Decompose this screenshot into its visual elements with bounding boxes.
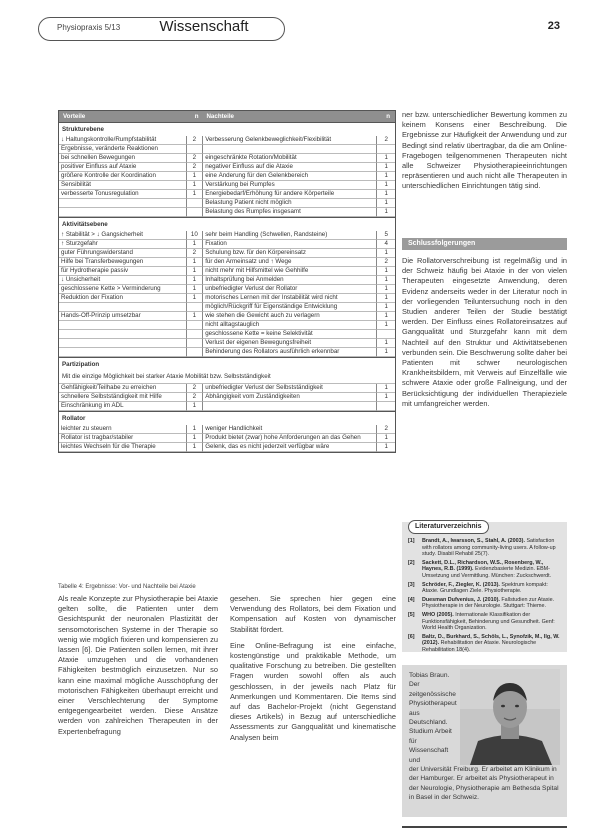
page-header bbox=[38, 16, 560, 42]
literature-citation: Spektrum kompakt: Ataxie. Grundlagen Ziele. Physiotherapie. bbox=[422, 581, 548, 595]
disadvantage-cell: Belastung des Rumpfes insgesamt bbox=[203, 208, 377, 217]
table-row bbox=[59, 145, 395, 154]
literature-box bbox=[402, 522, 567, 652]
disadvantage-count: 1 bbox=[377, 267, 395, 276]
literature-item bbox=[408, 582, 564, 595]
disadvantage-count: 1 bbox=[377, 312, 395, 321]
literature-number: [5] bbox=[408, 611, 415, 618]
table-row bbox=[59, 443, 395, 452]
literature-citation: Evidenzbasierte Medizin. EBM-Umsetzung und Vermittlung. München: Zuckschwerdt. bbox=[422, 566, 552, 579]
table-row bbox=[59, 348, 395, 357]
advantage-count: 1 bbox=[187, 190, 204, 199]
advantage-cell: Einschränkung im ADL bbox=[59, 402, 187, 411]
table-section bbox=[58, 358, 396, 412]
disadvantage-count: 5 bbox=[377, 231, 395, 240]
disadvantage-cell: für den Armeinsatz und ↑ Wege bbox=[203, 258, 377, 267]
advantage-count: 1 bbox=[187, 425, 204, 434]
disadvantage-count bbox=[377, 330, 395, 339]
advantage-count bbox=[187, 321, 204, 330]
body-column-b bbox=[230, 594, 396, 749]
table-row bbox=[59, 231, 395, 240]
disadvantage-count: 1 bbox=[377, 348, 395, 357]
disadvantage-count: 4 bbox=[377, 240, 395, 249]
advantage-count bbox=[187, 145, 204, 154]
portrait-image bbox=[460, 669, 560, 765]
paragraph: Als reale Konzepte zur Physiotherapie bei Ataxie gelten sollte, die Patienten unter dem Gesichtspunkt der neuronalen Plastizität der sensomotorischen Systeme in der Therapie so wenig wie möglich fixieren und kompensieren zu lassen [6]. Die Patienten sollen lernen, mit ihrer Ataxie umzugehen und die vorhandenen Fähigkeiten bestmöglich einzusetzen. Nur so kann eine maximal mögliche Ausschöpfung der motorischen Fähigkeiten überhaupt erreicht und einer Verschlechterung der Symptome entgegengearbeitet werden. Diese Ansätze werden von zahlreichen Therapeuten in der Expertenbefragung bbox=[58, 594, 218, 736]
body-column-a bbox=[58, 594, 218, 743]
disadvantage-cell: Verlust der eigenen Bewegungsfreiheit bbox=[203, 339, 377, 348]
advantage-cell: ↓ Unsicherheit bbox=[59, 276, 187, 285]
col-header-advantages: Vorteile bbox=[63, 113, 86, 120]
disadvantage-count bbox=[377, 145, 395, 154]
advantage-cell: schnellere Selbstständigkeit mit Hilfe bbox=[59, 393, 187, 402]
table-row bbox=[59, 199, 395, 208]
disadvantage-count: 1 bbox=[377, 393, 395, 402]
disadvantage-cell: unbefriedigter Verlust der Selbstständigkeit bbox=[203, 384, 377, 393]
table-row bbox=[59, 190, 395, 199]
table-row bbox=[59, 321, 395, 330]
disadvantage-count: 1 bbox=[377, 276, 395, 285]
advantage-cell: Gehfähigkeit/Teilhabe zu erreichen bbox=[59, 384, 187, 393]
table-row bbox=[59, 294, 395, 303]
advantage-count: 2 bbox=[187, 163, 204, 172]
disadvantage-cell: Abhängigkeit vom Zuständigkeiten bbox=[203, 393, 377, 402]
table-row bbox=[59, 393, 395, 402]
table-row bbox=[59, 249, 395, 258]
advantage-cell: ↑ Sturzgefahr bbox=[59, 240, 187, 249]
disadvantage-cell: motorisches Lernen mit der Instabilität wird nicht bbox=[203, 294, 377, 303]
body-column-c bbox=[402, 110, 567, 198]
disadvantage-cell: Fixation bbox=[203, 240, 377, 249]
advantage-cell bbox=[59, 348, 187, 357]
conclusions-text: Die Rollatorverschreibung ist regelmäßig und in der Schweiz häufig bei Ataxie in der von vielen Therapeuten eingesetzte Anwendung, deren Evidenz anderseits weder in der Literatur noch in der vorliegenden Teiluntersuchung noch in den Studien anderer Teilen der Studie bestätigt werden. Der Einfluss eines Rollatoreinsatzes auf Gangqualität und Sturzgefahr kann mit dem Nachteil auf den Struktur und Aktivitätsebenen verbunden sein. Die Beschwerung sollte daher bei Patienten mit schwer neurologischen Krankheitsbildern, mit Verweis auf Einzelfälle wie schwere Ataxie oder große Fallneigung, und der Berücksichtigung der individuellen Therapieziele mit umfangreicher werden. bbox=[402, 256, 567, 408]
table-row bbox=[59, 425, 395, 434]
header-pill bbox=[38, 17, 285, 41]
disadvantage-cell bbox=[203, 402, 377, 411]
disadvantage-cell: Inhaltsprüfung bei Anmelden bbox=[203, 276, 377, 285]
table-row bbox=[59, 163, 395, 172]
advantage-count: 1 bbox=[187, 402, 204, 411]
disadvantage-cell: Behinderung des Rollators ausführlich erkennbar bbox=[203, 348, 377, 357]
advantage-count: 1 bbox=[187, 434, 204, 443]
table-body bbox=[58, 123, 396, 453]
disadvantage-cell: weniger Handlichkeit bbox=[203, 425, 377, 434]
disadvantage-count: 1 bbox=[377, 199, 395, 208]
advantage-count bbox=[187, 303, 204, 312]
disadvantage-cell: negativer Einfluss auf die Ataxie bbox=[203, 163, 377, 172]
bio-text-top: Tobias Braun. Der zeitgenössische Physiotherapeut aus Deutschland. Studium Arbeit für Wissenschaft und bbox=[409, 672, 457, 764]
table-section bbox=[58, 412, 396, 453]
section-note: Mit die einzige Möglichkeit bei starker Ataxie Mobilität bzw. Selbstständigkeit bbox=[59, 371, 395, 384]
advantage-cell bbox=[59, 199, 187, 208]
pros-cons-table bbox=[58, 110, 396, 453]
literature-authors: Duesman Dufvenius, J. (2010). bbox=[422, 596, 500, 603]
advantage-count: 1 bbox=[187, 172, 204, 181]
disadvantage-count: 2 bbox=[377, 136, 395, 145]
literature-item bbox=[408, 612, 564, 632]
disadvantage-cell: möglich/Rückgriff für Eigenständige Entwicklung bbox=[203, 303, 377, 312]
section-heading: Aktivitätsebene bbox=[62, 221, 108, 228]
table-row bbox=[59, 181, 395, 190]
disadvantage-count: 1 bbox=[377, 303, 395, 312]
literature-text bbox=[422, 597, 564, 610]
disadvantage-count: 1 bbox=[377, 154, 395, 163]
disadvantage-cell: Verstärkung bei Rumpfes bbox=[203, 181, 377, 190]
advantage-count: 2 bbox=[187, 154, 204, 163]
disadvantage-count: 1 bbox=[377, 285, 395, 294]
advantage-cell: geschlossene Kette > Verminderung bbox=[59, 285, 187, 294]
disadvantage-count: 1 bbox=[377, 172, 395, 181]
disadvantage-cell: eingeschränkte Rotation/Mobilität bbox=[203, 154, 377, 163]
advantage-count bbox=[187, 208, 204, 217]
advantage-cell: Rollator ist tragbar/stabiler bbox=[59, 434, 187, 443]
section-heading: Partizipation bbox=[62, 361, 100, 368]
disadvantage-count: 2 bbox=[377, 258, 395, 267]
advantage-cell: größere Kontrolle der Koordination bbox=[59, 172, 187, 181]
literature-item bbox=[408, 538, 564, 558]
table-caption: Tabelle 4: Ergebnisse: Vor- und Nachteile bei Ataxie bbox=[58, 584, 196, 590]
advantage-cell: positiver Einfluss auf Ataxie bbox=[59, 163, 187, 172]
literature-item bbox=[408, 634, 564, 654]
disadvantage-cell: geschlossene Kette = keine Selektivität bbox=[203, 330, 377, 339]
literature-number: [1] bbox=[408, 538, 415, 544]
table-row bbox=[59, 330, 395, 339]
disadvantage-count: 1 bbox=[377, 181, 395, 190]
disadvantage-cell: wie stehen die Gewicht auch zu verlagern bbox=[203, 312, 377, 321]
bottom-rule bbox=[402, 826, 567, 828]
col-header-n1: n bbox=[194, 113, 199, 120]
literature-authors: Schröder, F., Ziegler, K. (2013). bbox=[422, 581, 500, 588]
disadvantage-count: 1 bbox=[377, 190, 395, 199]
section-heading: Rollator bbox=[62, 415, 86, 422]
section-title: Wissenschaft bbox=[159, 18, 249, 35]
disadvantage-cell: Schulung bzw. für den Körpereinsatz bbox=[203, 249, 377, 258]
advantage-cell: guter Führungswiderstand bbox=[59, 249, 187, 258]
table-row bbox=[59, 172, 395, 181]
literature-citation: Internationale Klassifikation der Funktionsfähigkeit, Behinderung und Gesundheit. Genf: World Health Organization. bbox=[422, 611, 555, 632]
table-row bbox=[59, 434, 395, 443]
literature-authors: Baltz, D., Burkhard, S., Schöls, L., Synofzik, M., Ilg, W. (2012). bbox=[422, 633, 560, 647]
literature-citation: Fallstudien zur Ataxie. Physiotherapie in der Neurologie. Stuttgart: Thieme. bbox=[422, 596, 555, 610]
advantage-count: 2 bbox=[187, 393, 204, 402]
disadvantage-cell: nicht mehr mit Hilfsmittel wie Gehhilfe bbox=[203, 267, 377, 276]
literature-text bbox=[422, 538, 564, 558]
advantage-count: 1 bbox=[187, 267, 204, 276]
advantage-count bbox=[187, 339, 204, 348]
table-row bbox=[59, 303, 395, 312]
literature-text bbox=[422, 560, 564, 580]
advantage-cell: ↓ Haltungskontrolle/Rumpfstabilität bbox=[59, 136, 187, 145]
advantage-cell bbox=[59, 321, 187, 330]
literature-item bbox=[408, 597, 564, 610]
literature-citation: Rehabilitation der Ataxie. Neurologische Rehabilitation 18(4). bbox=[422, 640, 537, 653]
table-row bbox=[59, 240, 395, 249]
table-row bbox=[59, 312, 395, 321]
author-bio bbox=[402, 665, 567, 817]
table-row bbox=[59, 136, 395, 145]
conclusions-heading: Schlussfolgerungen bbox=[402, 238, 567, 250]
disadvantage-count: 1 bbox=[377, 339, 395, 348]
disadvantage-cell: sehr beim Handling (Schwellen, Randsteine) bbox=[203, 231, 377, 240]
literature-number: [6] bbox=[408, 633, 415, 640]
disadvantage-count: 1 bbox=[377, 384, 395, 393]
disadvantage-count bbox=[377, 402, 395, 411]
page-number: 23 bbox=[547, 20, 560, 32]
section-heading: Strukturebene bbox=[62, 126, 104, 133]
literature-item bbox=[408, 560, 564, 580]
advantage-cell bbox=[59, 303, 187, 312]
advantage-cell: Reduktion der Fixation bbox=[59, 294, 187, 303]
literature-list bbox=[408, 538, 564, 656]
advantage-count: 2 bbox=[187, 384, 204, 393]
disadvantage-cell: unbefriedigter Verlust der Rollator bbox=[203, 285, 377, 294]
paragraph: gesehen. Sie sprechen hier gegen eine Verwendung des Rollators, bei dem Fixation und Kompensation auf Kosten von dynamischer Stabilität fördert. bbox=[230, 594, 396, 634]
disadvantage-count: 1 bbox=[377, 163, 395, 172]
advantage-cell bbox=[59, 330, 187, 339]
disadvantage-cell: nicht alltagstauglich bbox=[203, 321, 377, 330]
table-row bbox=[59, 208, 395, 217]
literature-authors: WHO (2005). bbox=[422, 611, 454, 618]
table-row bbox=[59, 267, 395, 276]
advantage-cell: Hilfe bei Transferbewegungen bbox=[59, 258, 187, 267]
advantage-count: 1 bbox=[187, 181, 204, 190]
disadvantage-cell: Produkt bietet (zwar) hohe Anforderungen an das Gehen bbox=[203, 434, 377, 443]
paragraph: ner bzw. unterschiedlicher Bewertung kommen zu keinem Konsens einer Beschreibung. Die Ergebnisse zur Häufigkeit der Anwendung und zur Bedingt sind relativ übertragbar, da die am Online-Fragebogen teilgenommenen Therapeuten nicht alle Schweizer Physiotherapieeinrichtungen repräsentieren und auch nicht alle Therapeuten in unterschiedlichen Einrichtungen tätig sind. bbox=[402, 110, 567, 191]
col-header-n2: n bbox=[386, 113, 391, 120]
literature-number: [4] bbox=[408, 596, 415, 603]
advantage-cell bbox=[59, 208, 187, 217]
table-row bbox=[59, 339, 395, 348]
advantage-cell: leichter zu steuern bbox=[59, 425, 187, 434]
advantage-cell bbox=[59, 339, 187, 348]
advantage-cell: ↑ Stabilität > ↓ Gangsicherheit bbox=[59, 231, 187, 240]
advantage-count bbox=[187, 348, 204, 357]
advantage-cell: Hands-Off-Prinzip umsetzbar bbox=[59, 312, 187, 321]
table-section bbox=[58, 123, 396, 218]
issue-label: Physiopraxis 5/13 bbox=[57, 23, 121, 32]
advantage-count bbox=[187, 330, 204, 339]
literature-text bbox=[422, 612, 564, 632]
table-section bbox=[58, 218, 396, 358]
disadvantage-cell: Belastung Patient nicht möglich bbox=[203, 199, 377, 208]
disadvantage-count: 1 bbox=[377, 443, 395, 452]
literature-number: [2] bbox=[408, 559, 415, 566]
literature-text bbox=[422, 634, 564, 654]
disadvantage-cell: Gelenk, das es nicht jederzeit verfügbar wäre bbox=[203, 443, 377, 452]
literature-title: Literaturverzeichnis bbox=[408, 520, 489, 534]
advantage-count bbox=[187, 199, 204, 208]
disadvantage-cell: eine Änderung für den Gelenkbereich bbox=[203, 172, 377, 181]
disadvantage-count: 1 bbox=[377, 208, 395, 217]
disadvantage-count: 2 bbox=[377, 425, 395, 434]
advantage-count: 1 bbox=[187, 276, 204, 285]
advantage-count: 1 bbox=[187, 285, 204, 294]
advantage-count: 2 bbox=[187, 249, 204, 258]
table-row bbox=[59, 402, 395, 411]
literature-citation: Satisfaction with rollators among community-living users. A follow-up study. Disabil Rehabil 25(7). bbox=[422, 538, 556, 558]
table-header bbox=[58, 110, 396, 123]
disadvantage-count: 1 bbox=[377, 434, 395, 443]
table-row bbox=[59, 384, 395, 393]
bio-text-bottom: der Universität Freiburg. Er arbeitet am Klinikum in der Hamburger. Er arbeitet als Physiotherapeut in der Neurologie, Physiotherapie am Bethesda Spital in Basel in der Schweiz. bbox=[409, 766, 559, 802]
advantage-count: 1 bbox=[187, 258, 204, 267]
advantage-count: 1 bbox=[187, 312, 204, 321]
disadvantage-cell bbox=[203, 145, 377, 154]
disadvantage-count: 1 bbox=[377, 321, 395, 330]
advantage-count: 10 bbox=[187, 231, 204, 240]
advantage-cell: verbesserte Tonusregulation bbox=[59, 190, 187, 199]
disadvantage-count: 1 bbox=[377, 294, 395, 303]
table-row bbox=[59, 258, 395, 267]
literature-number: [3] bbox=[408, 581, 415, 588]
table-row bbox=[59, 154, 395, 163]
advantage-count: 1 bbox=[187, 240, 204, 249]
advantage-count: 1 bbox=[187, 443, 204, 452]
disadvantage-count: 1 bbox=[377, 249, 395, 258]
paragraph: Eine Online-Befragung ist eine einfache, kostengünstige und praktikable Methode, um qualitative Forschung zu betreiben. Die gestellten Fragen wurden sowohl offen als auch geschlossen, in der jeweils nach Platz für Anmerkungen und Kommentaren. Die Items sind auf das Bachelor-Projekt (nicht Gegenstand dieses Artikels) in Bezug auf unterschiedliche Assessments zur Gangqualität und kinematische Analysen beim bbox=[230, 640, 396, 742]
literature-authors: Brandt, A., Iwarsson, S., Stahl, A. (2003). bbox=[422, 538, 525, 544]
advantage-count: 2 bbox=[187, 136, 204, 145]
literature-text bbox=[422, 582, 564, 595]
advantage-count: 1 bbox=[187, 294, 204, 303]
advantage-cell: Ergebnisse, veränderte Reaktionen bbox=[59, 145, 187, 154]
disadvantage-cell: Energiebedarf/Erhöhung für andere Körperteile bbox=[203, 190, 377, 199]
advantage-cell: für Hydrotherapie passiv bbox=[59, 267, 187, 276]
advantage-cell: bei schnellen Bewegungen bbox=[59, 154, 187, 163]
table-row bbox=[59, 276, 395, 285]
advantage-cell: Sensibilität bbox=[59, 181, 187, 190]
advantage-cell: leichtes Wechseln für die Therapie bbox=[59, 443, 187, 452]
col-header-disadvantages: Nachteile bbox=[206, 113, 234, 120]
disadvantage-cell: Verbesserung Gelenkbeweglichkeit/Flexibilität bbox=[203, 136, 377, 145]
author-photo bbox=[460, 669, 560, 765]
table-row bbox=[59, 285, 395, 294]
literature-authors: Sackett, D.L., Richardson, W.S., Rosenberg, W., Haynes, R.B. (1999). bbox=[422, 559, 544, 573]
